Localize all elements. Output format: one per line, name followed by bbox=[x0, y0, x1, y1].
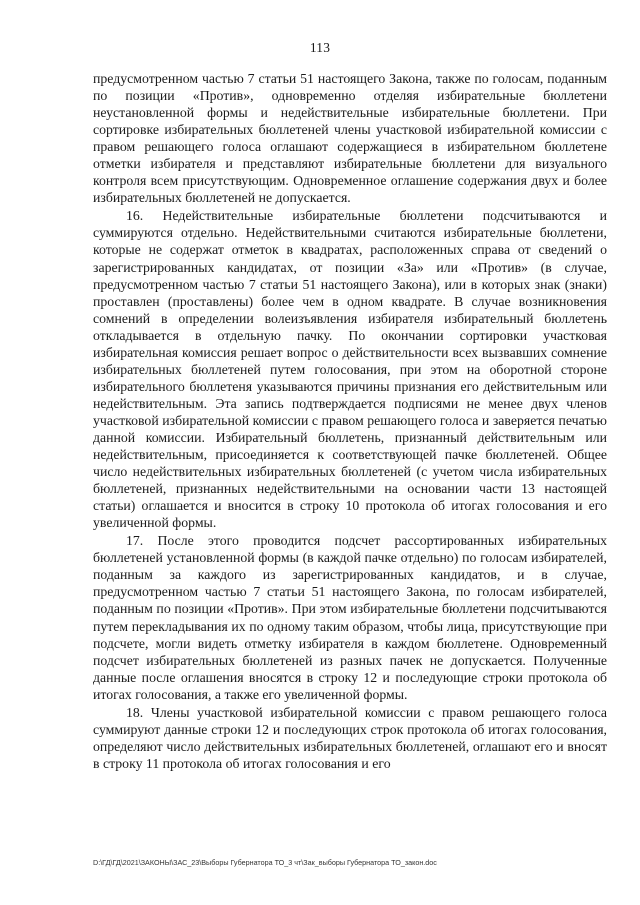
page-number: 113 bbox=[309, 40, 331, 55]
paragraph-continuation: предусмотренном частью 7 статьи 51 настоящего Закона, также по голосам, поданным по позиции «Против», одновременно отделяя избирательные бюллетени неустановленной формы и недействительные избирательные бюллетени. При сортировке избирательных бюллетеней члены участковой избирательной комиссии с правом решающего голоса оглашают содержащиеся в избирательном бюллетене отметки избирателя и представляют избирательные бюллетени для визуального контроля всем присутствующим. Одновременное оглашение содержания двух и более избирательных бюллетеней не допускается. bbox=[93, 71, 607, 206]
paragraph-17: 17. После этого проводится подсчет рассортированных избирательных бюллетеней установленной формы (в каждой пачке отдельно) по голосам избирателей, поданным за каждого из зарегистрированных кандидатов, и в случае, предусмотренном частью 7 статьи 51 настоящего Закона, по голосам избирателей, поданным по позиции «Против». При этом избирательные бюллетени подсчитываются путем перекладывания их по одному таким образом, чтобы лица, присутствующие при подсчете, могли видеть отметку избирателя в каждом бюллетене. Одновременный подсчет избирательных бюллетеней из разных пачек не допускается. Полученные данные после оглашения вносятся в строку 12 и последующие строки протокола об итогах голосования, а также его увеличенной формы. bbox=[93, 533, 607, 702]
paragraph-16: 16. Недействительные избирательные бюллетени подсчитываются и суммируются отдельно. Недействительными считаются избирательные бюллетени, которые не содержат отметок в квадратах, расположенных справа от сведений о зарегистрированных кандидатах, от позиции «За» или «Против» (в случае, предусмотренном частью 7 статьи 51 настоящего Закона), или в которых знак (знаки) проставлен (проставлены) более чем в одном квадрате. В случае возникновения сомнений в определении волеизъявления избирателя избирательный бюллетень откладывается в отдельную пачку. По окончании сортировки участковая избирательная комиссия решает вопрос о действительности всех вызвавших сомнение избирательных бюллетеней путем голосования, при этом на оборотной стороне избирательного бюллетеня указываются причины признания его действительным или недействительным. Эта запись подтверждается подписями не менее двух членов участковой избирательной комиссии с правом решающего голоса и заверяется печатью данной комиссии. Избирательный бюллетень, признанный действительным или недействительным, присоединяется к соответствующей пачке бюллетеней. Общее число недействительных избирательных бюллетеней (с учетом числа избирательных бюллетеней, признанных недействительными на основании части 13 настоящей статьи) оглашается и вносится в строку 10 протокола об итогах голосования и его увеличенной формы. bbox=[93, 208, 607, 531]
document-body bbox=[93, 70, 607, 773]
footer-file-path: D:\ГД\ГД\2021\ЗАКОНЫ\ЗАС_23\Выборы Губернатора ТО_3 чт\Зак_выборы Губернатора ТО_закон.doc bbox=[93, 858, 437, 867]
paragraph-18: 18. Члены участковой избирательной комиссии с правом решающего голоса суммируют данные строки 12 и последующих строк протокола об итогах голосования, определяют число действительных избирательных бюллетеней, оглашают его и вносят в строку 11 протокола об итогах голосования и его bbox=[93, 704, 607, 771]
